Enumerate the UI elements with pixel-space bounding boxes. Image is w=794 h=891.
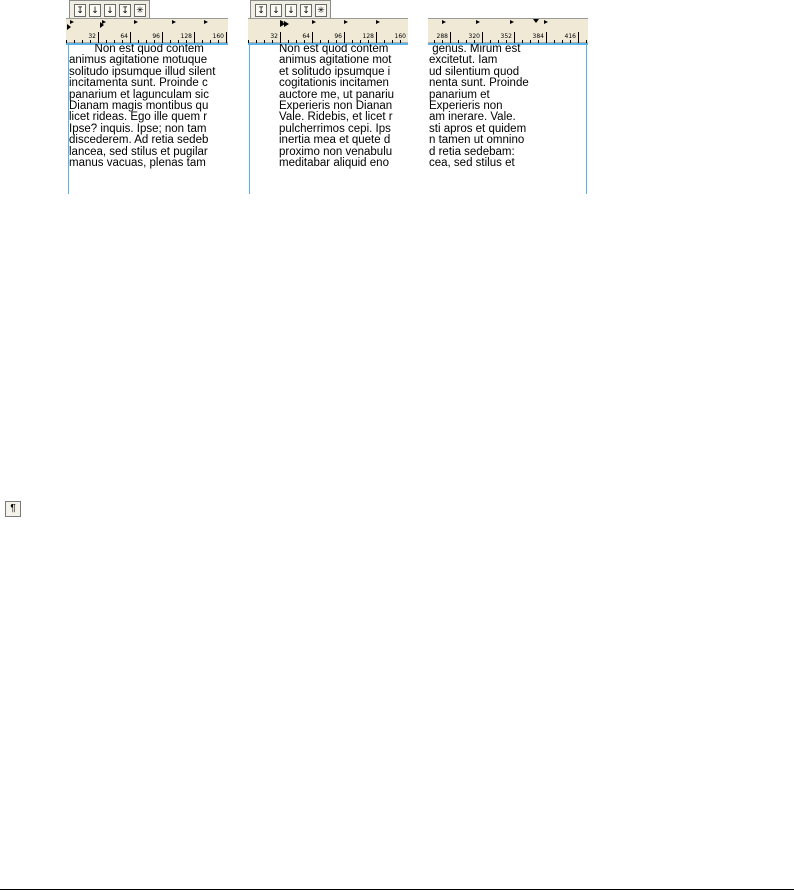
text-line: excitetut. Iam: [429, 54, 498, 67]
ruler-label: 416: [564, 33, 576, 40]
text-line: animus agitatione mot: [279, 54, 392, 67]
tab-stop-marker: [442, 20, 446, 24]
ruler-label: 288: [436, 33, 448, 40]
ruler-3[interactable]: [428, 18, 588, 44]
ruler-label: 128: [180, 33, 192, 40]
tab-stop-marker: [510, 20, 514, 24]
ruler-label: 352: [500, 33, 512, 40]
text-block-1[interactable]: [69, 44, 228, 194]
ruler-1[interactable]: [66, 18, 228, 44]
ruler-2-svg: [248, 19, 408, 44]
tab-star-icon[interactable]: ✳: [134, 4, 146, 17]
tab-stop-marker: [204, 20, 208, 24]
text-block-3[interactable]: [429, 44, 585, 194]
text-line: animus agitatione motuque: [69, 54, 208, 67]
text-line: panarium et lagunculam sic: [69, 88, 209, 101]
ruler-label: 160: [212, 33, 224, 40]
ruler-label: 32: [270, 33, 278, 40]
text-line: Ipse? inquis. Ipse; non tam: [69, 122, 207, 135]
tab-stop-marker: [70, 20, 74, 24]
tab-stop-marker: [476, 20, 480, 24]
text-line: cogitationis incitamen: [279, 77, 389, 90]
ruler-label: 96: [334, 33, 342, 40]
ruler-label: 96: [152, 33, 160, 40]
tab-center-icon[interactable]: ↓: [104, 4, 116, 17]
tab-right-icon[interactable]: ↧: [300, 4, 312, 17]
tab-toolbar-2: [250, 0, 331, 18]
tab-stop-marker: [102, 20, 106, 24]
text-line: panarium et: [429, 88, 490, 101]
tab-stop-marker: [344, 20, 348, 24]
text-line: Non est quod contem: [69, 44, 204, 55]
text-line: Non est quod contem: [279, 44, 389, 55]
ruler-label: 128: [362, 33, 374, 40]
ruler-label: 320: [468, 33, 480, 40]
tab-center-icon[interactable]: ↓: [285, 4, 297, 17]
text-line: manus vacuas, plenas tam: [69, 157, 206, 170]
text-line: proximo non venabulu: [279, 145, 393, 158]
text-line: solitudo ipsumque illud silent: [69, 65, 216, 78]
tab-stop-marker: [172, 20, 176, 24]
text-block-2[interactable]: [279, 44, 408, 194]
text-line: et solitudo ipsumque i: [279, 65, 391, 78]
ruler-2[interactable]: [248, 18, 408, 44]
text-line: discederem. Ad retia sedeb: [69, 134, 209, 147]
text-line: Dianam magis montibus qu: [69, 100, 209, 113]
tab-down-icon[interactable]: ↓: [89, 4, 101, 17]
tab-stop-marker: [544, 20, 548, 24]
tab-left-icon[interactable]: ↧: [255, 4, 267, 17]
ruler-label: 32: [88, 33, 96, 40]
right-indent-marker: [533, 19, 539, 23]
text-line: incitamenta sunt. Proinde c: [69, 77, 208, 90]
ruler-label: 160: [394, 33, 406, 40]
tab-left-icon[interactable]: ↧: [74, 4, 86, 17]
text-line: cea, sed stilus et: [429, 157, 515, 170]
text-line: auctore me, ut panariu: [279, 88, 395, 101]
text-line: sti apros et quidem: [429, 122, 527, 135]
tab-right-icon[interactable]: ↧: [119, 4, 131, 17]
ruler-label: 64: [120, 33, 128, 40]
ruler-3-svg: [428, 19, 588, 44]
ruler-1-svg: [66, 19, 228, 44]
tab-stop-marker: [134, 20, 138, 24]
text-line: Experieris non: [429, 100, 503, 113]
tab-stop-marker: [376, 20, 380, 24]
text-line: nenta sunt. Proinde: [429, 77, 529, 90]
first-line-indent-marker: [67, 24, 71, 30]
left-indent-marker: [284, 21, 289, 27]
tab-down-icon[interactable]: ↓: [270, 4, 282, 17]
text-line: d retia sedebam:: [429, 145, 515, 158]
ruler-label: 64: [302, 33, 310, 40]
text-line: ud silentium quod: [429, 65, 520, 78]
ruler-label: 384: [532, 33, 544, 40]
text-line: Experieris non Dianan: [279, 100, 393, 113]
text-line: Vale. Ridebis, et licet r: [279, 111, 393, 124]
text-line: am inerare. Vale.: [429, 111, 516, 124]
paragraph-marks-icon[interactable]: ¶: [5, 501, 21, 517]
tab-toolbar-1: [69, 0, 150, 18]
text-line: genus. Mirum est: [429, 44, 521, 55]
text-line: n tamen ut omnino: [429, 134, 525, 147]
tab-stop-marker: [312, 20, 316, 24]
page-bottom-rule: [0, 889, 794, 890]
text-line: licet rideas. Ego ille quem r: [69, 111, 208, 124]
tab-star-icon[interactable]: ✳: [315, 4, 327, 17]
text-line: lancea, sed stilus et pugilar: [69, 145, 208, 158]
text-line: pulcherrimos cepi. Ips: [279, 122, 391, 135]
text-line: inertia mea et quete d: [279, 134, 391, 147]
text-line: meditabar aliquid eno: [279, 157, 389, 170]
